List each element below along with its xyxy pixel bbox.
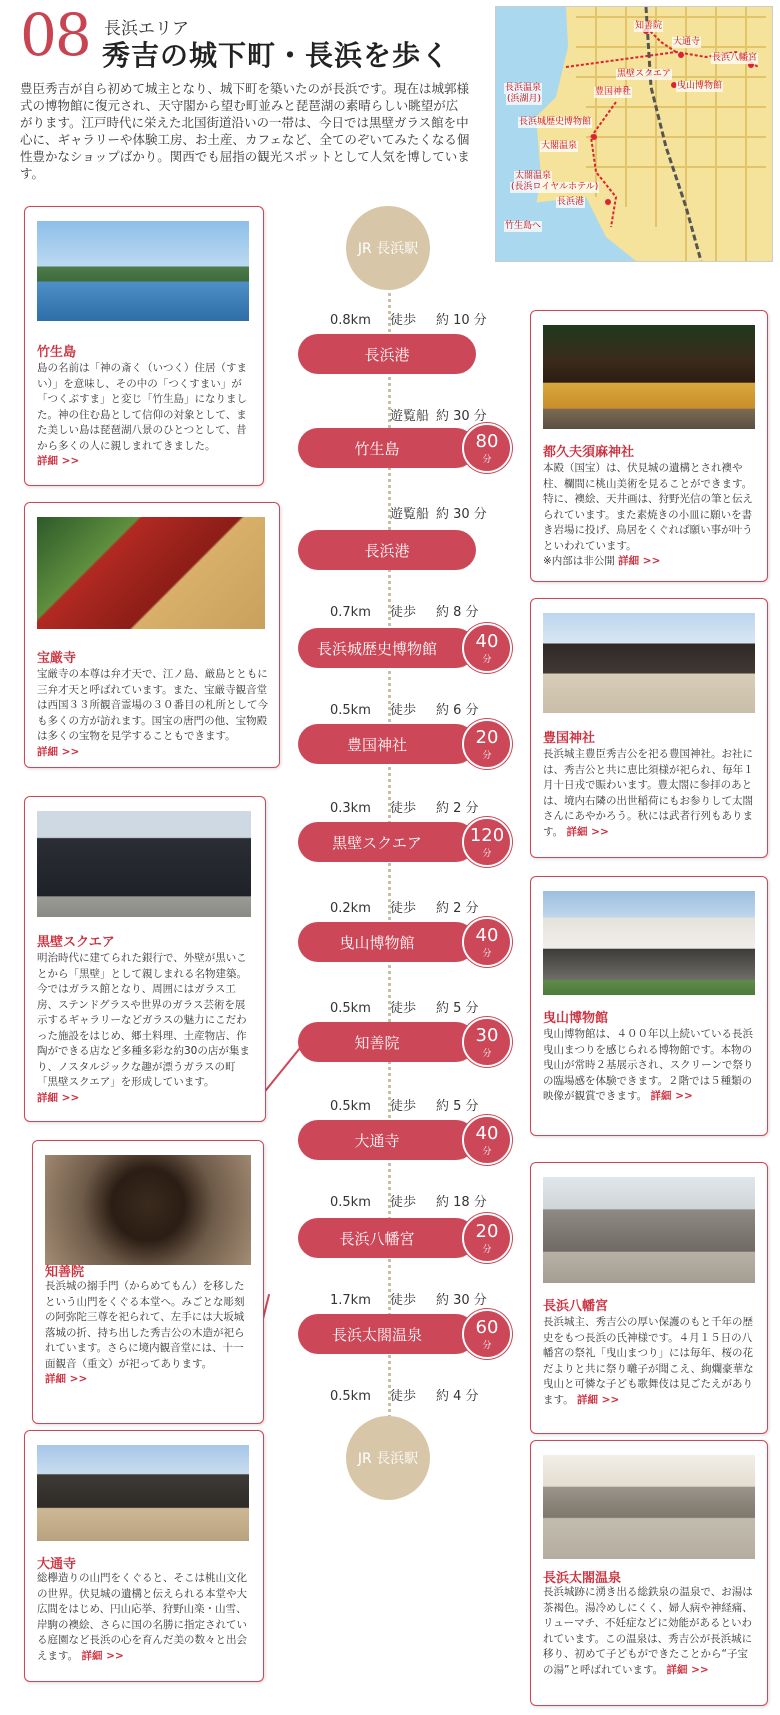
route-leg xyxy=(330,699,479,718)
map-label: (浜湖月) xyxy=(507,94,542,104)
duration-unit: 分 xyxy=(482,949,492,959)
map-label: 長浜八幡宮 xyxy=(712,53,758,63)
card-title: 竹生島 xyxy=(37,345,77,360)
duration-unit: 分 xyxy=(482,1245,492,1255)
route-stop-label: 竹生島 xyxy=(354,439,400,458)
route-stop-label: 大通寺 xyxy=(354,1131,400,1150)
map-label: 大閣温泉 xyxy=(541,141,578,151)
route-stop[interactable] xyxy=(298,1218,476,1258)
card-tsukubusuma[interactable] xyxy=(530,310,768,582)
card-hogonji[interactable] xyxy=(24,502,280,768)
leg-time: 約 5 分 xyxy=(436,1001,479,1016)
route-stop[interactable] xyxy=(298,724,476,764)
card-title: 都久夫須麻神社 xyxy=(543,445,635,460)
more-link[interactable]: 詳細 >> xyxy=(666,1663,709,1676)
route-leg xyxy=(330,1095,479,1114)
photo-hachimangu xyxy=(543,1177,755,1283)
card-title: 豊国神社 xyxy=(543,731,596,746)
route-stop[interactable] xyxy=(298,822,476,862)
map-label: 長浜港 xyxy=(557,197,585,207)
more-link[interactable]: 詳細 >> xyxy=(37,455,80,467)
leg-time: 約 8 分 xyxy=(436,605,479,620)
route-stop-label: 長浜城歴史博物館 xyxy=(316,639,437,658)
photo-daitsuji xyxy=(37,1445,249,1541)
card-body: 長浜城主、秀吉公の厚い保護のもと千年の歴史をもつ長浜の氏神様です。４月１５日の八幡宮の祭礼「曳山まつり」には毎年、桜の花だよりと共に祭り囃子が聞こえ、絢爛豪華な曳山と可憐な子ども歌舞伎は見ごたえがあります。 詳細 >> xyxy=(543,1316,754,1406)
route-leg xyxy=(330,997,479,1016)
map-label: 黒壁スクエア xyxy=(617,69,671,79)
card-daitsuji[interactable] xyxy=(24,1430,264,1682)
map-label: 長浜城歴史博物館 xyxy=(519,117,592,127)
more-link[interactable]: 詳細 >> xyxy=(618,555,661,567)
route-stop-label: 長浜港 xyxy=(364,345,410,364)
leg-mode: 遊覧船 xyxy=(390,409,430,424)
leg-mode: 徒歩 xyxy=(390,1001,417,1016)
route-stop[interactable] xyxy=(298,1120,476,1160)
card-body: 本殿（国宝）は、伏見城の遺構とされ襖や柱、欄間に桃山美術を見ることができます。特に、襖絵、天井画は、狩野光信の筆と伝えられています。また素焼きの小皿に願いを書き岩場に投げ、鳥居をくぐれば願い事が叶うといわれています。 ※内部は非公開 詳細 >> xyxy=(543,462,753,567)
route-leg xyxy=(330,405,487,424)
leg-time: 約 30 分 xyxy=(436,409,487,424)
duration-badge xyxy=(462,1309,512,1359)
start-station-label: JR 長浜駅 xyxy=(357,241,419,257)
duration-minutes: 40 xyxy=(475,1123,499,1144)
area-map[interactable] xyxy=(495,6,773,262)
leg-time: 約 4 分 xyxy=(436,1389,479,1404)
card-title: 知善院 xyxy=(45,1265,85,1280)
leg-dist: 0.5km xyxy=(330,1001,371,1016)
map-label: 長浜温泉 xyxy=(505,83,542,93)
route-leg xyxy=(330,797,479,816)
leg-dist: 0.7km xyxy=(330,605,371,620)
map-label: (長浜ロイヤルホテル) xyxy=(511,182,599,192)
duration-unit: 分 xyxy=(482,1147,492,1157)
card-body: 長浜城の搦手門（からめてもん）を移したという山門をくぐる本堂へ。みごとな彫刻の阿弥陀三尊を祀られて、左手には大坂城落城の折、持ち出した秀吉公の木造が祀られています。さらに境内観音堂には、十一面観音（重文）が祀ってあります。 詳細 >> xyxy=(45,1280,245,1385)
card-title: 長浜太閤温泉 xyxy=(543,1571,622,1586)
duration-unit: 分 xyxy=(482,655,492,665)
leg-mode: 徒歩 xyxy=(390,1195,417,1210)
leg-time: 約 2 分 xyxy=(436,801,479,816)
duration-minutes: 40 xyxy=(475,631,499,652)
duration-minutes: 40 xyxy=(475,925,499,946)
photo-hokoku xyxy=(543,613,755,713)
leg-time: 約 18 分 xyxy=(436,1195,487,1210)
route-leg xyxy=(330,309,487,328)
route-stop-label: 長浜八幡宮 xyxy=(339,1229,415,1248)
route-stop[interactable] xyxy=(298,428,476,468)
leg-time: 約 2 分 xyxy=(436,901,479,916)
route-stop-label: 長浜港 xyxy=(364,541,410,560)
photo-hikiyama xyxy=(543,891,755,995)
route-leg xyxy=(330,897,479,916)
map-label: 竹生島へ xyxy=(505,221,542,231)
end-station xyxy=(346,1416,430,1500)
card-hokoku[interactable] xyxy=(530,598,768,858)
photo-chikubushima xyxy=(37,221,249,321)
photo-kurokabe xyxy=(37,811,251,917)
connector-line xyxy=(261,1038,308,1095)
more-link[interactable]: 詳細 >> xyxy=(45,1373,88,1385)
card-body: 総欅造りの山門をくぐると、そこは桃山文化の世界。伏見城の遺構と伝えられる本堂や大広間をはじめ、円山応挙、狩野山楽・山雪、岸駒の襖絵、さらに国の名勝に指定されている庭園など長浜の心を育んだ美の数々と出会えます。 詳細 >> xyxy=(37,1572,247,1662)
duration-minutes: 60 xyxy=(475,1317,499,1338)
duration-badge xyxy=(462,623,512,673)
leg-mode: 徒歩 xyxy=(390,605,417,620)
duration-unit: 分 xyxy=(482,849,492,859)
route-stop[interactable] xyxy=(298,530,476,570)
more-link[interactable]: 詳細 >> xyxy=(650,1090,693,1102)
leg-dist: 0.5km xyxy=(330,1389,371,1404)
route-stop-label: 黒壁スクエア xyxy=(332,833,422,852)
duration-badge xyxy=(462,817,512,867)
leg-dist: 0.2km xyxy=(330,901,371,916)
leg-mode: 徒歩 xyxy=(390,1293,417,1308)
map-label: 太閤温泉 xyxy=(515,171,552,181)
intro-text: 豊臣秀吉が自ら初めて城主となり、城下町を築いたのが長浜です。現在は城郭様式の博物館に復元され、天守閣から望む町並みと琵琶湖の素晴らしい眺望が広がります。江戸時代に栄えた北国街道沿いの一帯は、今日では黒壁ガラス館を中心に、ギャラリーや体験工房、お土産、カフェなど、全てのぞいてみたくなる個性豊かなショップばかり。関西でも屈指の観光スポットとして人気を博しています。 xyxy=(20,81,470,181)
leg-time: 約 10 分 xyxy=(436,313,487,328)
duration-badge xyxy=(462,423,512,473)
card-body: 島の名前は「神の斎く（いつく）住居（すまい）」を意味し、その中の「つくすまい」が「つくぶすま」と変じ「竹生島」になりました。神の住む島として信仰の対象として、また美しい島は琵琶湖八景のひとつとして、昔から多くの人に親しまれてきました。 詳細 >> xyxy=(37,362,247,467)
duration-minutes: 80 xyxy=(475,431,499,452)
card-title: 大通寺 xyxy=(37,1557,77,1572)
duration-badge xyxy=(462,719,512,769)
leg-mode: 徒歩 xyxy=(390,1099,417,1114)
photo-tsukubusuma xyxy=(543,325,755,429)
leg-mode: 徒歩 xyxy=(390,901,417,916)
map-label: 知善院 xyxy=(635,21,663,31)
card-body: 長浜城跡に湧き出る総鉄泉の温泉で、お湯は茶褐色。湯冷めしにくく、婦人病や神経痛、リューマチ、不妊症などに効能があるといわれています。この温泉は、秀吉公が長浜城に移り、初めて子どもができたことから“子宝の湯”と呼ばれています。 詳細 >> xyxy=(543,1586,753,1676)
more-link[interactable]: 詳細 >> xyxy=(37,1091,80,1104)
duration-badge xyxy=(462,1017,512,1067)
section-number: 08 xyxy=(20,1,90,69)
duration-unit: 分 xyxy=(482,1341,492,1351)
route-leg xyxy=(330,503,487,522)
leg-time: 約 30 分 xyxy=(436,507,487,522)
duration-minutes: 30 xyxy=(475,1025,499,1046)
photo-chizenin xyxy=(45,1155,251,1265)
leg-mode: 徒歩 xyxy=(390,801,417,816)
page-title: 秀吉の城下町・長浜を歩く xyxy=(102,39,451,72)
card-hikiyama[interactable] xyxy=(530,876,768,1136)
route-leg xyxy=(330,1191,487,1210)
card-hachimangu[interactable] xyxy=(530,1162,768,1434)
route-stop[interactable] xyxy=(298,1314,476,1354)
duration-minutes: 120 xyxy=(469,825,505,846)
duration-badge xyxy=(462,917,512,967)
more-link[interactable]: 詳細 >> xyxy=(81,1649,124,1662)
card-title: 宝厳寺 xyxy=(37,651,77,666)
card-chizenin[interactable] xyxy=(32,1140,264,1424)
card-body: 曳山博物館は、４００年以上続いている長浜曳山まつりを感じられる博物館です。本物の曳山が常時２基展示され、スクリーンで祭りの臨場感を体験できます。２階では５種類の映像が観賞できます。 詳細 >> xyxy=(543,1028,754,1102)
card-title: 長浜八幡宮 xyxy=(543,1299,609,1314)
card-taiko[interactable] xyxy=(530,1440,768,1706)
card-body: 宝厳寺の本尊は弁才天で、江ノ島、厳島とともに三弁才天と呼ばれています。また、宝厳寺観音堂は西国３３所観音霊場の３０番目の札所として今も多くの方が訪れます。国宝の唐門の他、宝物殿は多くの宝物を見学することもできます。 詳細 >> xyxy=(37,668,268,758)
route-leg xyxy=(330,1385,479,1404)
leg-dist: 0.5km xyxy=(330,1099,371,1114)
card-title: 黒壁スクエア xyxy=(37,935,115,950)
route-stop[interactable] xyxy=(298,628,476,668)
leg-time: 約 30 分 xyxy=(436,1293,487,1308)
leg-mode: 遊覧船 xyxy=(390,507,430,522)
route-stop-label: 豊国神社 xyxy=(346,735,407,754)
map-label: 大通寺 xyxy=(673,37,701,47)
area-label: 長浜エリア xyxy=(104,19,189,39)
map-label: 曳山博物館 xyxy=(677,81,723,91)
card-title: 曳山博物館 xyxy=(543,1011,609,1026)
more-link[interactable]: 詳細 >> xyxy=(37,745,80,758)
end-station-label: JR 長浜駅 xyxy=(357,1451,419,1467)
card-chikubushima[interactable] xyxy=(24,206,264,486)
route-stop-label: 長浜太閤温泉 xyxy=(331,1325,422,1344)
duration-minutes: 20 xyxy=(475,1221,499,1242)
card-kurokabe[interactable] xyxy=(24,796,266,1122)
leg-dist: 0.3km xyxy=(330,801,371,816)
duration-badge xyxy=(462,1213,512,1263)
route-stop[interactable] xyxy=(298,922,476,962)
leg-dist: 0.5km xyxy=(330,703,371,718)
duration-minutes: 20 xyxy=(475,727,499,748)
route-stop-label: 曳山博物館 xyxy=(339,933,415,952)
duration-unit: 分 xyxy=(482,455,492,465)
leg-time: 約 5 分 xyxy=(436,1099,479,1114)
leg-mode: 徒歩 xyxy=(390,1389,417,1404)
more-link[interactable]: 詳細 >> xyxy=(566,825,609,838)
leg-dist: 1.7km xyxy=(330,1293,371,1308)
route-leg xyxy=(330,1289,487,1308)
card-body: 明治時代に建てられた銀行で、外壁が黒いことから「黒壁」として親しまれる名物建築。今ではガラス館となり、周囲にはガラス工房、ステンドグラスや世界のガラス芸術を展示するギャラリーなどガラスの魅力にこだわった施設をはじめ、郷土料理、土産物店、作陶ができる店など多種多彩な約30の店が集まり、ノスタルジックな趣が漂うガラスの町「黒壁スクエア」を形成しています。 詳細 >> xyxy=(37,952,250,1104)
start-station xyxy=(346,206,430,290)
photo-hogonji xyxy=(37,517,265,629)
more-link[interactable]: 詳細 >> xyxy=(577,1393,620,1406)
duration-badge xyxy=(462,1115,512,1165)
route-stop[interactable] xyxy=(298,1022,476,1062)
duration-unit: 分 xyxy=(482,751,492,761)
leg-mode: 徒歩 xyxy=(390,313,417,328)
duration-unit: 分 xyxy=(482,1049,492,1059)
leg-time: 約 6 分 xyxy=(436,703,479,718)
map-label: 豊国神社 xyxy=(595,87,632,97)
photo-taiko xyxy=(543,1455,755,1559)
route-stop-label: 知善院 xyxy=(354,1033,400,1052)
route-stop[interactable] xyxy=(298,334,476,374)
leg-dist: 0.8km xyxy=(330,313,371,328)
leg-mode: 徒歩 xyxy=(390,703,417,718)
route-leg xyxy=(330,601,479,620)
card-body: 長浜城主豊臣秀吉公を祀る豊国神社。お社には、秀吉公と共に恵比須様が祀られ、毎年１月十日戎で賑わいます。豊太閤に参拝のあとは、境内右隣の出世稲荷にもお参りして太閤さんにあやかろう。秋には武者行列もあります。 詳細 >> xyxy=(543,748,754,838)
leg-dist: 0.5km xyxy=(330,1195,371,1210)
